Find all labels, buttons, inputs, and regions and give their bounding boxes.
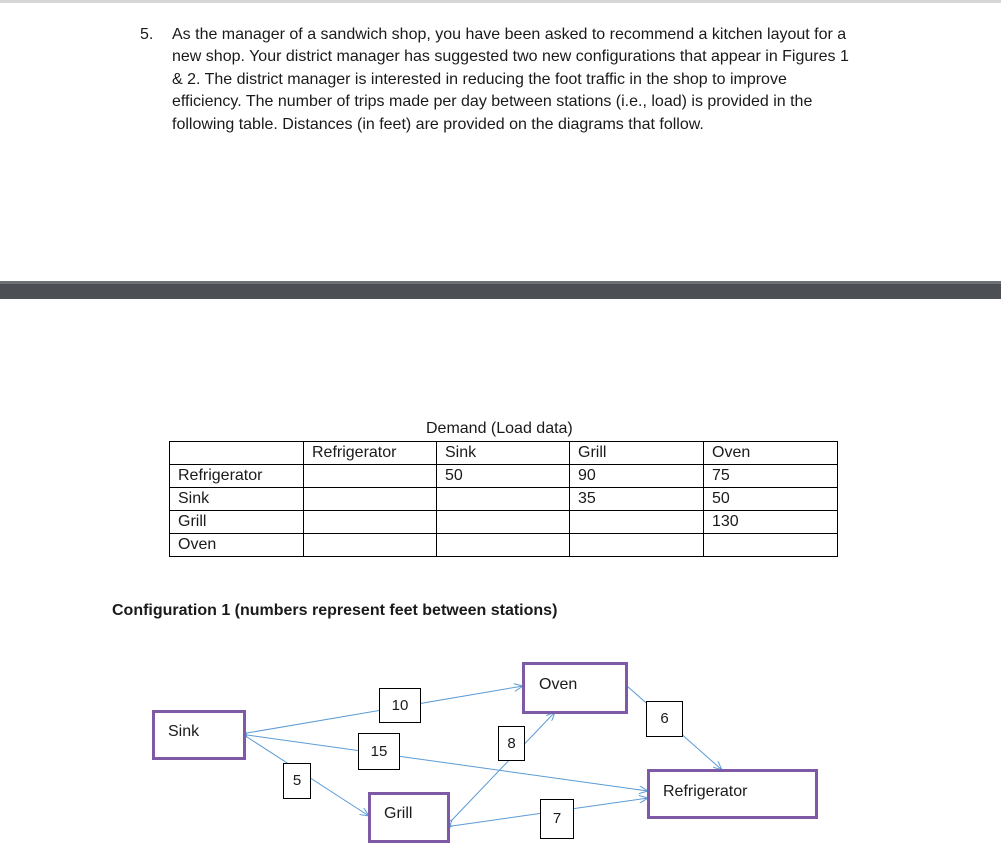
table-row-label: Sink — [170, 488, 304, 511]
station-oven-label: Oven — [539, 676, 578, 693]
table-cell: 35 — [570, 488, 704, 511]
station-refrigerator — [647, 769, 818, 819]
question-number: 5. — [140, 26, 154, 43]
station-sink-label: Sink — [168, 723, 200, 740]
distance-oven-refrigerator: 6 — [646, 701, 683, 737]
table-header-cell: Grill — [570, 442, 704, 465]
table-title: Demand (Load data) — [426, 420, 573, 437]
distance-sink-grill: 5 — [283, 763, 311, 799]
station-oven — [522, 662, 628, 714]
table-cell: 90 — [570, 465, 704, 488]
table-header-cell: Refrigerator — [304, 442, 437, 465]
distance-sink-oven: 10 — [379, 688, 421, 723]
station-refrigerator-label: Refrigerator — [663, 783, 748, 800]
table-cell: 50 — [704, 488, 838, 511]
distance-grill-oven: 8 — [498, 726, 525, 761]
distance-sink-refrigerator: 15 — [358, 733, 400, 770]
table-row-label: Oven — [170, 534, 304, 557]
table-cell: 75 — [704, 465, 838, 488]
station-sink — [152, 710, 246, 760]
distance-grill-refrigerator: 7 — [540, 799, 574, 839]
question-line: new shop. Your district manager has suggested two new configurations that appear in Figures 1 — [172, 48, 849, 66]
table-row-label: Grill — [170, 511, 304, 534]
table-cell: 50 — [437, 465, 570, 488]
table-header-cell: Oven — [704, 442, 838, 465]
question-line: As the manager of a sandwich shop, you have been asked to recommend a kitchen layout for a — [172, 26, 847, 43]
station-grill-label: Grill — [384, 805, 413, 822]
configuration-title: Configuration 1 (numbers represent feet between stations) — [112, 602, 558, 619]
question-line: following table. Distances (in feet) are provided on the diagrams that follow. — [172, 115, 704, 133]
table-row-label: Refrigerator — [170, 465, 304, 488]
question-line: & 2. The district manager is interested in reducing the foot traffic in the shop to improve — [172, 70, 787, 88]
question-line: efficiency. The number of trips made per day between stations (i.e., load) is provided in the — [172, 93, 813, 111]
table-header-cell: Sink — [437, 442, 570, 465]
table-cell: 130 — [704, 511, 838, 534]
station-grill — [368, 792, 450, 843]
